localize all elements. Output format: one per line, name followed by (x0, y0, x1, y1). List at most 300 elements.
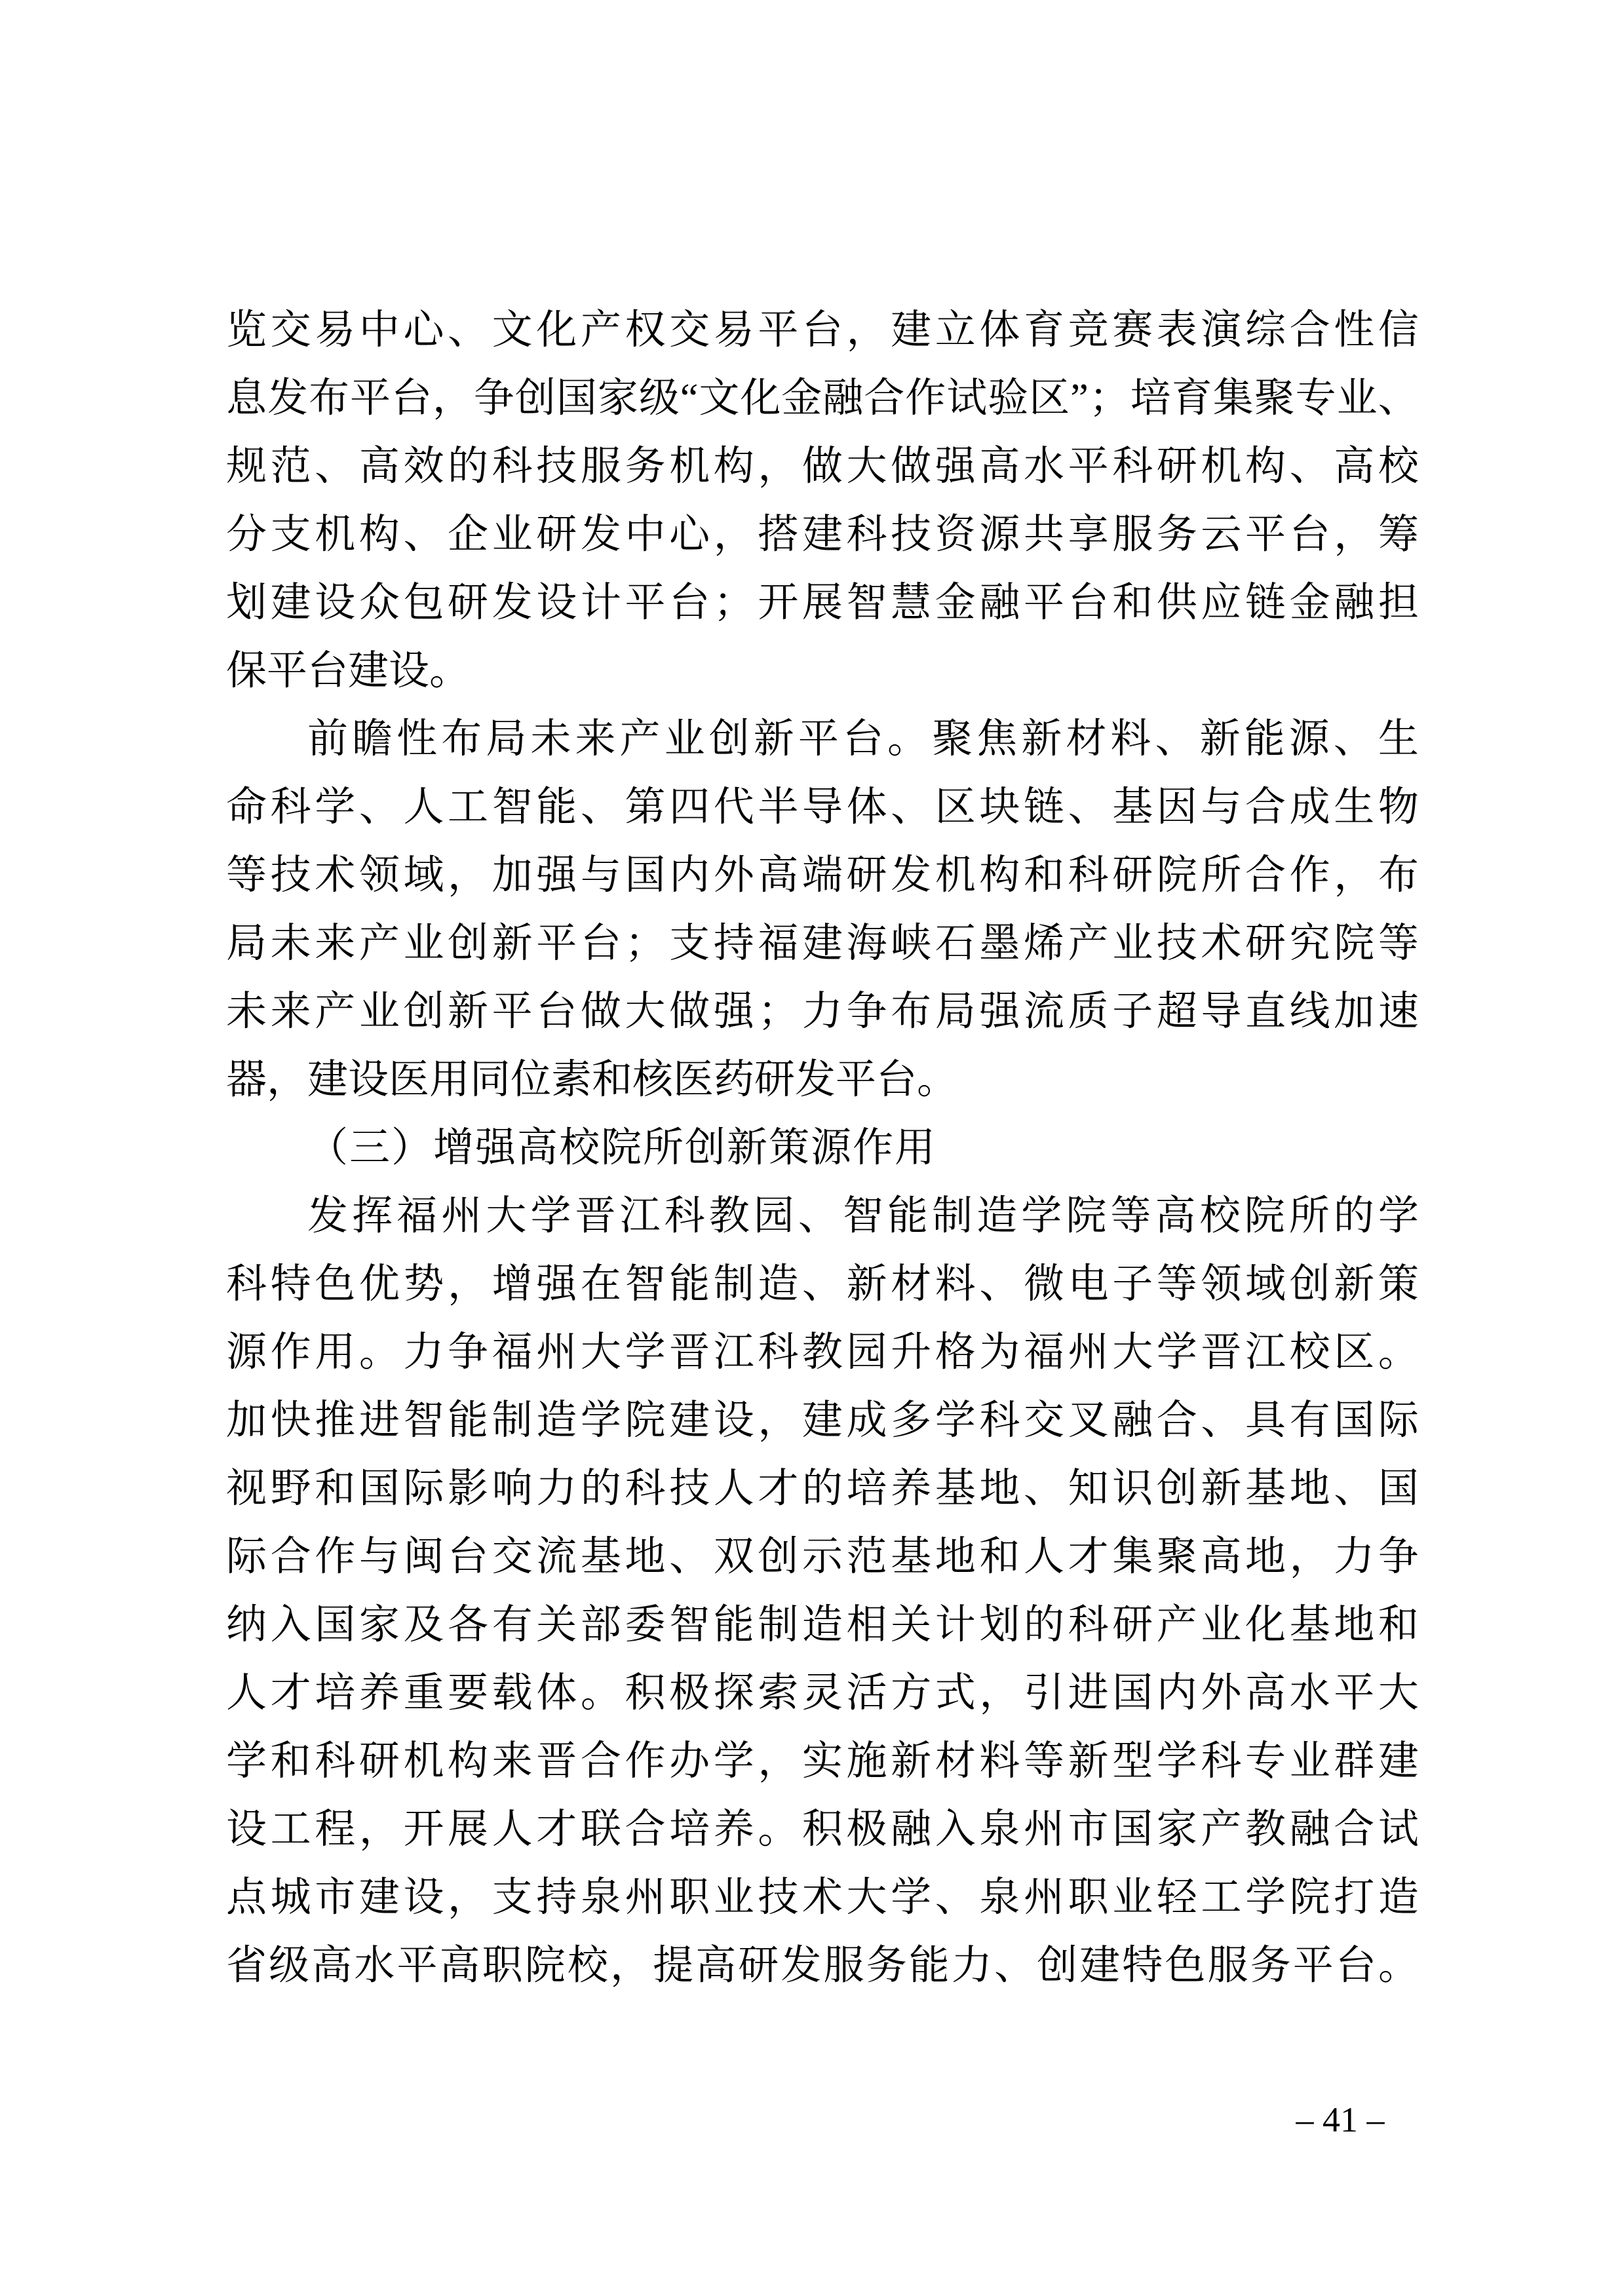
glyph: 引 (1023, 1671, 1064, 1715)
glyph: 流 (536, 1535, 577, 1579)
glyph: 提 (653, 1943, 694, 1988)
glyph: 建 (1378, 1739, 1419, 1784)
glyph: 院 (1244, 1194, 1285, 1238)
glyph: 争 (473, 376, 514, 421)
glyph: 线 (1289, 989, 1330, 1034)
glyph: 职 (482, 1943, 523, 1988)
glyph: 平 (1023, 581, 1064, 625)
glyph: 作 (315, 1535, 356, 1579)
glyph: 务 (1156, 512, 1197, 557)
glyph: 能 (713, 1603, 754, 1647)
glyph: 国 (358, 1466, 400, 1511)
glyph: 究 (1289, 921, 1330, 966)
glyph: 交 (492, 1535, 533, 1579)
glyph: 养 (891, 1466, 932, 1511)
glyph: 教 (1245, 1807, 1286, 1852)
glyph: 型 (1112, 1739, 1153, 1784)
glyph: 性 (1334, 308, 1375, 353)
glyph: 智 (492, 785, 533, 830)
glyph: ” (1070, 376, 1089, 421)
glyph: 极 (669, 1671, 710, 1715)
text-line (226, 1591, 1419, 1659)
glyph: 的 (1023, 1603, 1064, 1647)
glyph: 合 (1156, 1398, 1197, 1443)
text-line (226, 296, 1419, 364)
glyph: 合 (625, 1807, 666, 1852)
glyph: 水 (1289, 1671, 1330, 1715)
glyph: 应 (1201, 581, 1242, 625)
glyph: 人 (1023, 1535, 1064, 1579)
glyph: 化 (536, 308, 577, 353)
glyph: 块 (979, 785, 1020, 830)
glyph: 加 (1334, 989, 1375, 1034)
glyph: 色 (315, 1262, 356, 1307)
glyph: 培 (846, 1466, 887, 1511)
glyph: 技 (536, 444, 577, 489)
glyph: 产 (580, 308, 621, 353)
glyph: 前 (307, 717, 349, 761)
glyph: 试 (946, 376, 988, 421)
glyph: 台 (580, 921, 621, 966)
glyph: 来 (270, 989, 311, 1034)
glyph: 人 (226, 1671, 267, 1715)
text-line (226, 501, 1419, 569)
glyph: 科 (1112, 444, 1153, 489)
glyph: 技 (1156, 921, 1197, 966)
glyph: 域 (403, 853, 444, 898)
glyph: 融 (1334, 581, 1375, 625)
glyph: 合 (1245, 785, 1286, 830)
glyph: 合 (270, 1535, 311, 1579)
glyph: 双 (713, 1535, 754, 1579)
glyph: 交 (270, 308, 311, 353)
glyph: 学 (1378, 1194, 1419, 1238)
glyph: 增 (492, 1262, 533, 1307)
glyph: 慧 (891, 581, 932, 625)
glyph: 水 (1023, 444, 1064, 489)
glyph: 业 (1289, 1739, 1330, 1784)
glyph: 发 (267, 376, 308, 421)
glyph: 能 (887, 1194, 929, 1238)
glyph: 构 (713, 444, 754, 489)
glyph: 合 (1245, 853, 1286, 898)
glyph: 策 (1378, 1262, 1419, 1307)
glyph: 制 (758, 1603, 799, 1647)
glyph: 资 (935, 512, 976, 557)
glyph: 州 (536, 1330, 577, 1375)
glyph: 电 (1068, 1262, 1109, 1307)
glyph: 、 (801, 1262, 843, 1307)
glyph: 学 (1021, 1194, 1062, 1238)
glyph: 新 (1068, 1739, 1109, 1784)
glyph: 智 (669, 1603, 710, 1647)
glyph: 体 (979, 308, 1020, 353)
glyph: 州 (625, 1875, 666, 1920)
glyph: 群 (1334, 1739, 1375, 1784)
glyph: 、 (448, 308, 489, 353)
glyph: 省 (226, 1943, 267, 1988)
glyph: 地 (1289, 1466, 1330, 1511)
glyph: 育 (1023, 308, 1064, 353)
glyph: 中 (358, 308, 400, 353)
glyph: 制 (713, 1262, 754, 1307)
glyph: 业 (1112, 921, 1153, 966)
glyph: 务 (1250, 1943, 1291, 1988)
text-line (226, 1455, 1419, 1523)
glyph: 局 (226, 921, 267, 966)
glyph: 材 (935, 1739, 976, 1784)
glyph: 材 (1066, 717, 1107, 761)
glyph: 创 (1037, 1943, 1078, 1988)
glyph: 研 (1156, 444, 1197, 489)
glyph: 载 (492, 1671, 533, 1715)
glyph: 制 (932, 1194, 973, 1238)
glyph: ， (758, 444, 799, 489)
glyph: 福 (396, 1194, 438, 1238)
glyph: 创 (514, 376, 556, 421)
glyph: 合 (580, 1739, 621, 1784)
glyph: 中 (625, 512, 666, 557)
glyph: 所 (1201, 853, 1242, 898)
glyph: 智 (625, 1262, 666, 1307)
glyph: 知 (1068, 1466, 1109, 1511)
glyph: 研 (1112, 1603, 1153, 1647)
glyph: 特 (1122, 1943, 1163, 1988)
text-line (226, 1523, 1419, 1591)
glyph: 四 (669, 785, 710, 830)
glyph: 流 (1023, 989, 1064, 1034)
glyph: 业 (1336, 376, 1378, 421)
glyph: ， (448, 1262, 489, 1307)
text-line (226, 569, 1419, 637)
glyph: 平 (349, 376, 391, 421)
glyph: 服 (580, 444, 621, 489)
glyph: 设 (226, 1807, 267, 1852)
glyph: 州 (1023, 1807, 1064, 1852)
glyph: 金 (1289, 581, 1330, 625)
glyph: 校 (1289, 1330, 1330, 1375)
glyph: 设 (713, 1398, 754, 1443)
glyph: 创 (1156, 1466, 1197, 1511)
glyph: ， (758, 1398, 799, 1443)
glyph: 业 (358, 989, 400, 1034)
glyph: 培 (315, 1671, 356, 1715)
glyph: 积 (801, 1807, 843, 1852)
glyph: 合 (1289, 308, 1330, 353)
glyph: 校 (567, 1943, 608, 1988)
glyph: 科 (1068, 1603, 1109, 1647)
glyph: 平 (1292, 1943, 1334, 1988)
glyph: 养 (358, 1671, 400, 1715)
glyph: 新 (1334, 1262, 1375, 1307)
glyph: 内 (669, 853, 710, 898)
glyph: 力 (801, 989, 843, 1034)
glyph: 市 (315, 1875, 356, 1920)
glyph: 强 (536, 1262, 577, 1307)
glyph: 优 (358, 1262, 400, 1307)
glyph: 合 (1334, 1807, 1375, 1852)
glyph: 业 (664, 717, 705, 761)
glyph: 易 (713, 308, 754, 353)
glyph: 大 (1112, 1330, 1153, 1375)
glyph: 强 (536, 853, 577, 898)
glyph: 聚 (1254, 376, 1295, 421)
glyph: 览 (226, 308, 267, 353)
glyph: 。 (1378, 1330, 1419, 1375)
glyph: ； (713, 581, 754, 625)
glyph: 分 (226, 512, 267, 557)
text-line (226, 1932, 1419, 2000)
glyph: 学 (1156, 1739, 1197, 1784)
glyph: 州 (441, 1194, 482, 1238)
glyph: 建 (270, 581, 311, 625)
glyph: 集 (1212, 376, 1254, 421)
glyph: 程 (315, 1807, 356, 1852)
glyph: 包 (403, 581, 444, 625)
glyph: 国 (1112, 1671, 1153, 1715)
glyph: 创 (1289, 1262, 1330, 1307)
glyph: 点 (226, 1875, 267, 1920)
glyph: 设 (315, 581, 356, 625)
glyph: 业 (713, 1875, 754, 1920)
glyph: 创 (403, 989, 444, 1034)
glyph: 学 (625, 1330, 666, 1375)
glyph: 的 (448, 444, 489, 489)
glyph: 学 (713, 1739, 754, 1784)
glyph: 业 (1112, 1875, 1153, 1920)
glyph: 院 (1066, 1194, 1107, 1238)
glyph: 影 (448, 1466, 489, 1511)
glyph: 江 (619, 1194, 661, 1238)
glyph: 制 (492, 1398, 533, 1443)
glyph: 、 (669, 1535, 710, 1579)
glyph: 区 (935, 785, 976, 830)
glyph: 争 (846, 989, 887, 1034)
glyph: 加 (226, 1398, 267, 1443)
glyph: 新 (846, 1262, 887, 1307)
glyph: 工 (448, 785, 489, 830)
glyph: 融 (979, 581, 1020, 625)
glyph: 链 (1245, 581, 1286, 625)
glyph: 平 (798, 717, 839, 761)
glyph: 机 (403, 1739, 444, 1784)
glyph: 平 (1245, 512, 1286, 557)
glyph: 力 (1334, 1535, 1375, 1579)
glyph: 创 (708, 717, 750, 761)
glyph: 平 (1334, 1671, 1375, 1715)
glyph: 构 (1245, 444, 1286, 489)
glyph: 能 (908, 1943, 950, 1988)
glyph: 等 (1378, 921, 1419, 966)
glyph: 和 (315, 1466, 356, 1511)
page-number: – 41 – (1296, 2100, 1385, 2139)
glyph: 索 (758, 1671, 799, 1715)
glyph: 未 (270, 921, 311, 966)
glyph: 计 (935, 1603, 976, 1647)
glyph: 聚 (932, 717, 973, 761)
glyph: 做 (580, 989, 621, 1034)
glyph: 石 (935, 921, 976, 966)
glyph: 相 (846, 1603, 887, 1647)
glyph: 才 (270, 1671, 311, 1715)
glyph: 特 (270, 1262, 311, 1307)
text-line (226, 1318, 1419, 1387)
glyph: 教 (708, 1194, 750, 1238)
glyph: ， (1334, 512, 1375, 557)
glyph: 、 (979, 1262, 1020, 1307)
glyph: 划 (226, 581, 267, 625)
glyph: 叉 (1068, 1398, 1109, 1443)
glyph: 造 (536, 1398, 577, 1443)
glyph: 未 (530, 717, 571, 761)
glyph: 高 (358, 444, 400, 489)
glyph: 、 (403, 512, 444, 557)
glyph: 支 (270, 512, 311, 557)
glyph: 推 (315, 1398, 356, 1443)
glyph: 式 (935, 1671, 976, 1715)
glyph: 子 (1112, 989, 1153, 1034)
text-line (226, 1046, 1419, 1114)
glyph: 科 (1068, 853, 1109, 898)
section-heading (226, 1114, 1419, 1182)
glyph: 教 (801, 1330, 843, 1375)
glyph: 等 (1110, 1194, 1151, 1238)
glyph: 聚 (1156, 1535, 1197, 1579)
glyph: 校 (1378, 444, 1419, 489)
glyph: 布 (1378, 853, 1419, 898)
glyph: 化 (740, 376, 781, 421)
glyph: 、 (1334, 1466, 1375, 1511)
text-line (226, 637, 1419, 705)
glyph: 、 (935, 1875, 976, 1920)
glyph: 生 (1334, 785, 1375, 830)
glyph: 源 (226, 1330, 267, 1375)
glyph: ， (979, 1671, 1020, 1715)
glyph: 业 (403, 921, 444, 966)
glyph: ， (448, 853, 489, 898)
glyph: 智 (842, 1194, 883, 1238)
glyph: 构 (448, 1739, 489, 1784)
glyph: 基 (1112, 785, 1153, 830)
glyph: 区 (1334, 1330, 1375, 1375)
glyph: 具 (1245, 1398, 1286, 1443)
glyph: 积 (625, 1671, 666, 1715)
glyph: 研 (1112, 853, 1153, 898)
glyph: 育 (1171, 376, 1212, 421)
glyph: 试 (1378, 1807, 1419, 1852)
glyph: 人 (492, 1807, 533, 1852)
glyph: 导 (801, 785, 843, 830)
glyph: 务 (625, 444, 666, 489)
glyph: 州 (1068, 1330, 1109, 1375)
glyph: 料 (1110, 717, 1151, 761)
glyph: 成 (1289, 785, 1330, 830)
glyph: 产 (1068, 921, 1109, 966)
glyph: ， (609, 1943, 651, 1988)
glyph: 方 (891, 1671, 932, 1715)
glyph: 建 (358, 1875, 400, 1920)
glyph: 关 (536, 1603, 577, 1647)
glyph: 局 (935, 989, 976, 1034)
glyph: 所 (1288, 1194, 1330, 1238)
glyph: 平 (1068, 444, 1109, 489)
glyph: 因 (1156, 785, 1197, 830)
glyph: 晋 (669, 1330, 710, 1375)
glyph: 服 (823, 1943, 864, 1988)
glyph: 、 (994, 1943, 1035, 1988)
glyph: 国 (625, 853, 666, 898)
glyph: 的 (1333, 1194, 1374, 1238)
glyph: 关 (891, 1603, 932, 1647)
glyph: 强 (713, 989, 754, 1034)
glyph: 成 (846, 1398, 887, 1443)
glyph: 易 (315, 308, 356, 353)
glyph: 基 (580, 1535, 621, 1579)
glyph: 学 (1245, 1875, 1286, 1920)
glyph: 瞻 (352, 717, 393, 761)
glyph: 高 (1334, 444, 1375, 489)
glyph: 企 (448, 512, 489, 557)
glyph: 加 (492, 853, 533, 898)
glyph: 表 (1156, 308, 1197, 353)
glyph: 。 (758, 1807, 799, 1852)
glyph: 科 (270, 785, 311, 830)
glyph: 墨 (979, 921, 1020, 966)
glyph: 峡 (891, 921, 932, 966)
glyph: 基 (891, 1535, 932, 1579)
glyph: 实 (801, 1739, 843, 1784)
glyph: 、 (580, 785, 621, 830)
glyph: 和 (270, 1739, 311, 1784)
glyph: 专 (1295, 376, 1336, 421)
glyph: 国 (315, 1603, 356, 1647)
glyph: 台 (842, 717, 883, 761)
glyph: 人 (713, 1466, 754, 1511)
glyph: ， (448, 1875, 489, 1920)
glyph: 心 (403, 308, 444, 353)
glyph: 服 (1112, 512, 1153, 557)
glyph: 新 (753, 717, 794, 761)
glyph: 平 (536, 921, 577, 966)
glyph: 术 (1201, 921, 1242, 966)
glyph: 和 (1112, 581, 1153, 625)
glyph: 泉 (979, 1807, 1020, 1852)
glyph: ， (358, 1807, 400, 1852)
glyph: 市 (1068, 1807, 1109, 1852)
glyph: 建 (801, 512, 843, 557)
glyph: 超 (1156, 989, 1197, 1034)
glyph: 国 (556, 376, 597, 421)
glyph: 端 (801, 853, 843, 898)
glyph: 导 (1201, 989, 1242, 1034)
glyph: 造 (976, 1194, 1018, 1238)
glyph: 交 (669, 308, 710, 353)
glyph: 布 (891, 989, 932, 1034)
glyph: 微 (1023, 1262, 1064, 1307)
glyph: 文 (699, 376, 740, 421)
glyph: 等 (226, 853, 267, 898)
glyph: 命 (226, 785, 267, 830)
glyph: 效 (403, 444, 444, 489)
glyph: 造 (758, 1262, 799, 1307)
glyph: 大 (486, 1194, 527, 1238)
glyph: 交 (1023, 1398, 1064, 1443)
glyph: 研 (358, 1739, 400, 1784)
glyph: 研 (738, 1943, 779, 1988)
glyph: ； (1089, 376, 1130, 421)
glyph: 挥 (352, 1194, 393, 1238)
glyph: 院 (1156, 853, 1197, 898)
